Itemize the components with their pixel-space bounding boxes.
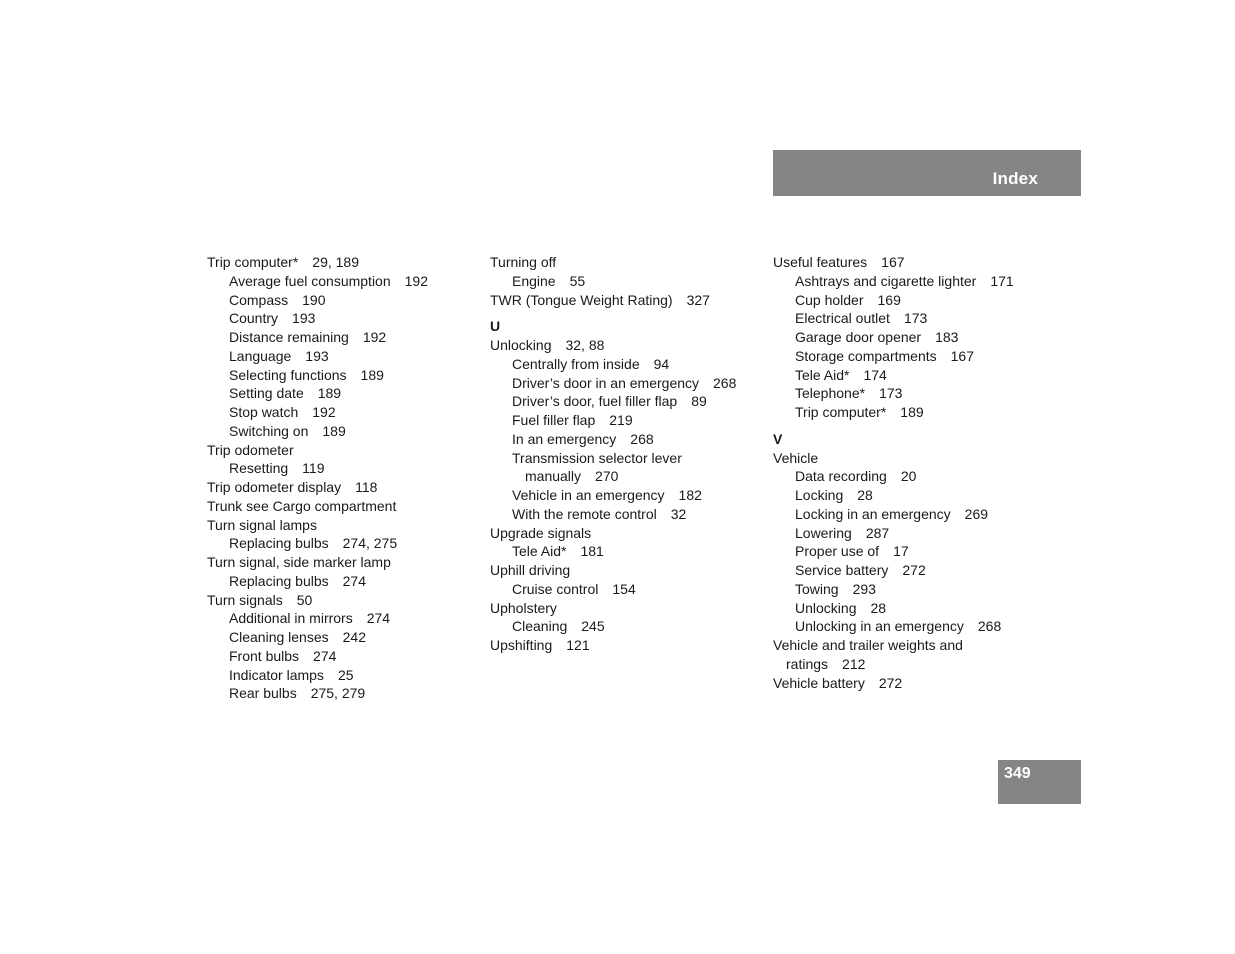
entry-term: Selecting functions [229,366,347,383]
index-column-3 [773,253,1043,692]
index-entry [207,253,477,272]
entry-term: Setting date [229,385,304,402]
entry-page-ref: 189 [900,404,924,420]
index-entry [490,599,760,618]
entry-term: Locking in an emergency [795,505,951,522]
entry-page-ref: 274, 275 [342,535,398,552]
index-subentry [207,459,477,478]
entry-page-ref: 287 [865,524,890,541]
entry-term: Cleaning [512,618,568,635]
index-entry [207,497,477,516]
entry-page-ref: 274 [313,647,337,664]
entry-page-ref: 121 [566,637,590,653]
index-subentry [773,384,1043,403]
entry-page-ref: 293 [852,580,876,597]
entry-term: Unlocking [795,599,857,616]
entry-page-ref: 89 [691,393,707,410]
entry-page-ref: 183 [935,329,959,345]
entry-page-ref: 167 [881,254,905,270]
index-subentry [490,392,760,411]
entry-term: Telephone* [795,385,866,402]
index-subentry [773,580,1043,599]
index-subentry [207,291,477,310]
entry-page-ref: 189 [360,366,384,383]
entry-term: Turn signal lamps [207,516,317,533]
index-subentry [490,467,760,486]
entry-page-ref: 268 [630,430,654,447]
index-subentry [207,347,477,366]
entry-term: Tele Aid* [795,366,850,383]
index-subentry [490,272,760,291]
entry-page-ref: 182 [678,487,702,503]
index-subentry [207,666,477,685]
entry-page-ref: 32 [670,505,687,522]
index-entry [490,336,760,355]
entry-term: Data recording [795,468,887,485]
entry-term: Uphill driving [490,562,571,578]
entry-page-ref: 94 [653,355,670,372]
index-letter-heading: U [490,318,501,335]
entry-term: Indicator lamps [229,666,324,683]
index-subentry [207,403,477,422]
index-subentry [207,684,477,703]
entry-term: Proper use of [795,543,880,560]
entry-page-ref: 189 [322,422,346,439]
entry-term: Additional in mirrors [229,610,353,627]
index-subentry [207,572,477,591]
index-subentry [207,366,477,385]
entry-page-ref: 174 [863,366,887,383]
entry-term: Cup holder [795,291,864,308]
page-number: 349 [1004,765,1031,782]
entry-term: Tele Aid* [512,543,567,560]
index-subentry [207,384,477,403]
entry-term: Switching on [229,422,309,439]
index-subentry [490,505,760,524]
entry-term: Unlocking [490,337,552,353]
entry-page-ref: 268 [713,374,737,391]
entry-term: Vehicle in an emergency [512,487,665,503]
index-subentry [773,309,1043,328]
entry-term: Useful features [773,254,868,270]
entry-page-ref: 245 [581,618,605,635]
entry-page-ref: 212 [842,655,866,672]
index-subentry [207,328,477,347]
entry-page-ref: 50 [296,591,313,608]
index-subentry [490,374,760,393]
entry-page-ref: 193 [292,310,316,327]
index-column-1 [207,253,477,703]
section-header-bar [773,150,1081,196]
entry-term: Electrical outlet [795,310,890,327]
entry-term: Locking [795,487,844,503]
entry-page-ref: 118 [355,479,378,495]
entry-term: Language [229,347,292,364]
index-subentry [490,486,760,505]
index-entry [773,449,1043,468]
entry-term: Upholstery [490,599,557,616]
index-entry [207,591,477,610]
entry-page-ref: 189 [317,385,342,402]
entry-term: Rear bulbs [229,685,297,702]
entry-page-ref: 28 [857,487,873,503]
entry-term: Service battery [795,562,889,578]
index-subentry [207,647,477,666]
entry-term: Fuel filler flap [512,412,596,428]
entry-page-ref: 269 [964,505,989,522]
index-subentry [490,542,760,561]
entry-page-ref: 219 [609,412,633,428]
entry-term: Vehicle [773,449,819,466]
index-subentry [773,291,1043,310]
entry-page-ref: 275, 279 [310,685,366,702]
index-column-2 [490,253,760,655]
entry-page-ref: 154 [612,580,636,597]
index-subentry [207,609,477,628]
index-subentry [207,628,477,647]
index-subentry [490,355,760,374]
entry-term: Lowering [795,524,852,541]
entry-term: Trunk see Cargo compartment [207,497,397,514]
entry-page-ref: 25 [337,666,354,683]
entry-term: Turn signals [207,591,283,608]
index-subentry [490,617,760,636]
index-subentry [773,486,1043,505]
index-subentry [773,524,1043,543]
entry-term: Unlocking in an emergency [795,618,964,635]
entry-term: Distance remaining [229,329,349,345]
index-subentry [207,309,477,328]
entry-term: Average fuel consumption [229,272,391,289]
index-subentry [207,422,477,441]
entry-term: Replacing bulbs [229,572,329,589]
index-entry [773,674,1043,693]
entry-term: Stop watch [229,404,299,420]
entry-page-ref: 193 [305,347,329,364]
index-subentry [773,599,1043,618]
entry-page-ref: 274 [366,610,391,627]
index-entry [207,553,477,572]
entry-page-ref: 192 [404,272,428,289]
entry-page-ref: 192 [362,329,387,345]
entry-page-ref: 32, 88 [565,337,605,353]
index-letter-heading: V [773,430,783,447]
entry-page-ref: 173 [879,385,903,402]
entry-page-ref: 181 [580,543,604,560]
index-subentry [490,430,760,449]
entry-term: Resetting [229,460,289,477]
entry-term: Driver’s door, fuel filler flap [512,393,678,410]
entry-term: Cruise control [512,580,599,597]
entry-term: Driver’s door in an emergency [512,374,700,391]
entry-term: Ashtrays and cigarette lighter [795,272,977,289]
entry-term: Transmission selector lever [512,449,682,466]
entry-term: Upshifting [490,637,553,653]
entry-page-ref: 29, 189 [312,254,360,270]
entry-term: In an emergency [512,430,617,447]
page-number-box [998,760,1081,804]
index-subentry [490,580,760,599]
index-subentry [773,561,1043,580]
entry-page-ref: 274 [342,572,366,589]
index-entry [207,516,477,535]
entry-term: Turning off [490,254,557,270]
entry-term: Trip odometer display [207,479,342,495]
index-subentry [207,534,477,553]
section-title: Index [992,169,1038,188]
index-subentry [207,272,477,291]
index-subentry [773,347,1043,366]
entry-page-ref: 190 [302,291,326,308]
index-entry [490,291,760,310]
index-entry [773,253,1043,272]
entry-page-ref: 169 [877,291,901,308]
index-entry [490,636,760,655]
entry-term: Replacing bulbs [229,535,329,552]
entry-page-ref: 17 [893,543,909,560]
entry-term: Trip computer* [795,404,887,420]
index-subentry [490,411,760,430]
index-entry [207,441,477,460]
entry-page-ref: 167 [950,347,974,364]
entry-term: Towing [795,580,839,597]
entry-term: Upgrade signals [490,524,592,541]
entry-page-ref: 270 [595,468,619,485]
entry-page-ref: 272 [902,562,926,578]
index-subentry [773,272,1043,291]
entry-term: Vehicle battery [773,674,865,691]
index-subentry [773,403,1043,422]
entry-page-ref: 327 [686,291,710,308]
entry-term: Engine [512,272,556,289]
index-subentry [773,655,1043,674]
entry-page-ref: 55 [569,272,586,289]
index-subentry [773,366,1043,385]
entry-page-ref: 20 [900,468,917,485]
index-subentry [773,467,1043,486]
entry-term: Turn signal, side marker lamp [207,554,391,570]
index-entry [490,524,760,543]
entry-page-ref: 173 [903,310,928,327]
entry-term: Cleaning lenses [229,629,329,645]
entry-term: Trip odometer [207,441,294,458]
entry-page-ref: 242 [342,629,366,645]
entry-term: ratings [786,655,829,672]
entry-page-ref: 171 [990,272,1014,289]
index-entry [490,253,760,272]
entry-term: Garage door opener [795,329,922,345]
index-entry [773,636,1043,655]
index-entry [490,561,760,580]
index-subentry [773,617,1043,636]
entry-page-ref: 268 [977,618,1002,635]
index-subentry [773,505,1043,524]
entry-page-ref: 28 [870,599,887,616]
index-subentry [773,328,1043,347]
index-subentry [773,542,1043,561]
entry-term: Trip computer* [207,254,299,270]
index-entry [207,478,477,497]
entry-term: manually [525,468,582,485]
entry-term: With the remote control [512,505,657,522]
entry-term: Centrally from inside [512,355,640,372]
entry-page-ref: 119 [302,460,325,477]
entry-term: Country [229,310,279,327]
entry-page-ref: 272 [878,674,903,691]
entry-page-ref: 192 [312,404,336,420]
entry-term: Storage compartments [795,347,937,364]
entry-term: Compass [229,291,289,308]
entry-term: Vehicle and trailer weights and [773,637,963,653]
entry-term: TWR (Tongue Weight Rating) [490,291,673,308]
index-subentry [490,449,760,468]
entry-term: Front bulbs [229,647,300,664]
